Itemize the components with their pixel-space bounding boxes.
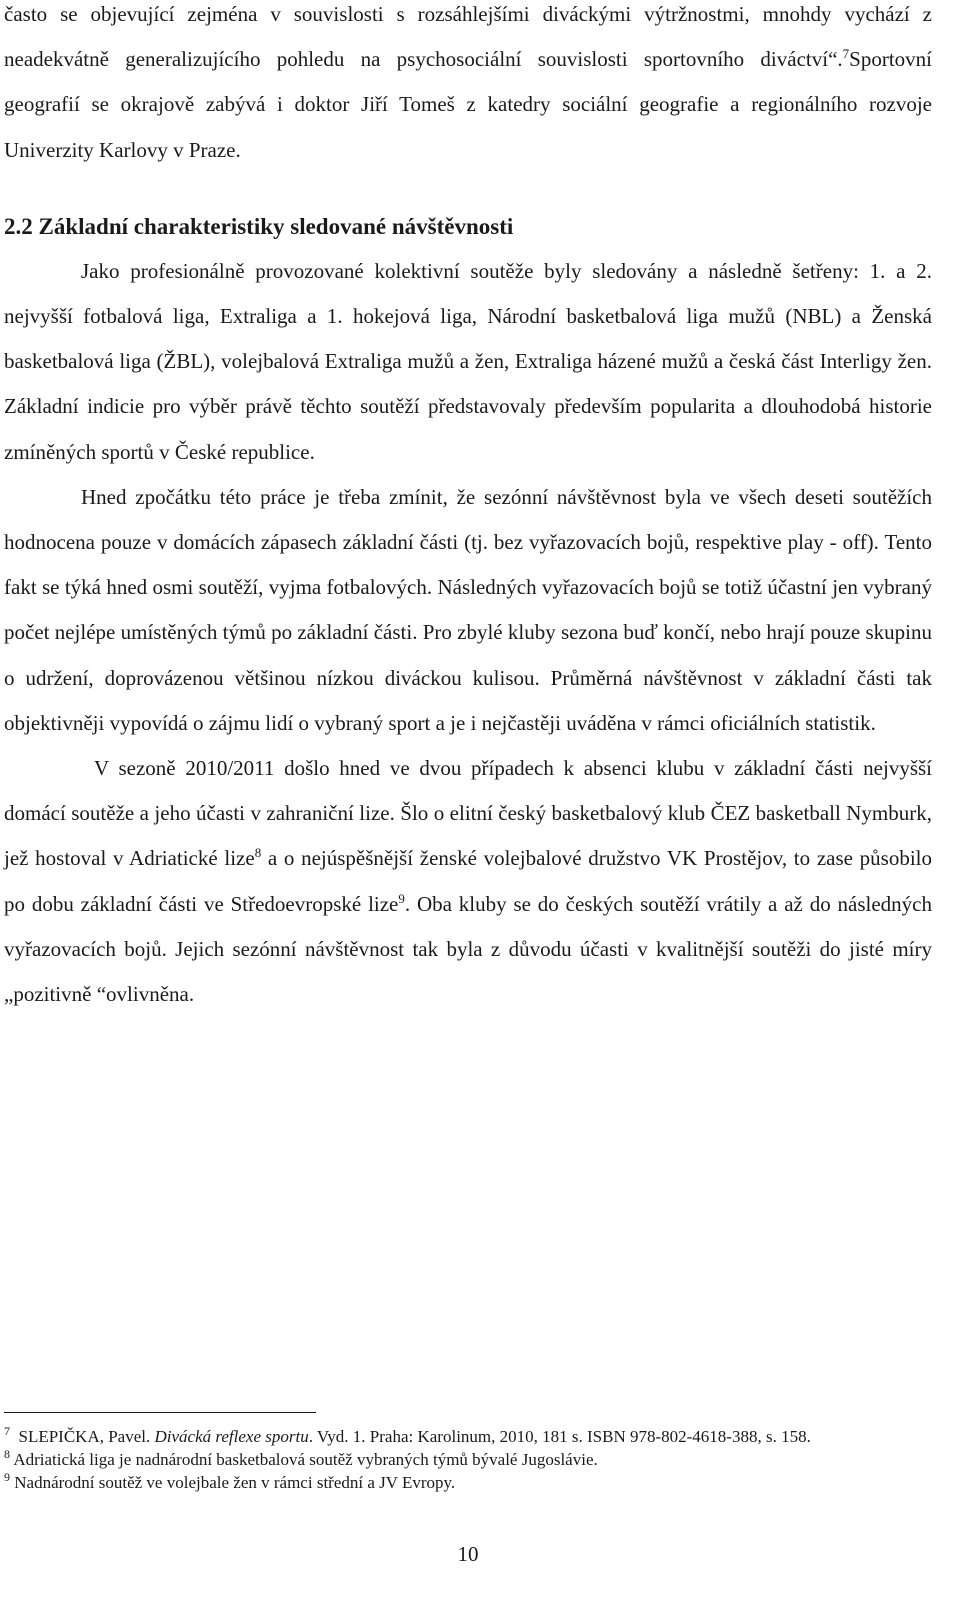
- section-heading: 2.2 Základní charakteristiky sledované návštěvnosti: [4, 213, 514, 239]
- footnote-7: [4, 1425, 932, 1448]
- footnotes: [4, 1412, 932, 1494]
- paragraph-1-text-a: často se objevující zejména v souvislosti s rozsáhlejšími diváckými výtržnostmi, mnohdy vychází z neadekvátně generalizujícího pohledu na psychosociální souvislosti sportovního diváctví“.: [4, 2, 932, 72]
- footnote-separator: [4, 1412, 316, 1413]
- footnote-9-text: Nadnárodní soutěž ve volejbale žen v rámci střední a JV Evropy.: [14, 1473, 456, 1492]
- footnote-9-number: 9: [4, 1470, 10, 1484]
- page-body: [4, 0, 932, 1017]
- paragraph-4-text-b: a o nejúspěšnější ženské volejbalové družstvo VK Prostějov, to zase působilo po dobu základní části ve Středoevropské lize: [4, 846, 932, 916]
- paragraph-4-text-c: . Oba kluby se do českých soutěží vrátily a až do následných vyřazovacích bojů. Jejich sezónní návštěvnost tak byla z důvodu účasti v kvalitnější soutěži do jisté míry „pozitivně “ovlivněna.: [4, 891, 932, 1007]
- footnote-8: [4, 1448, 932, 1471]
- paragraph-4: [4, 746, 932, 1017]
- paragraph-2: Jako profesionálně provozované kolektivní soutěže byly sledovány a následně šetřeny: 1. a 2. nejvyšší fotbalová liga, Extraliga a 1. hokejová liga, Národní basketbalová liga mužů (NBL) a Ženská basketbalová liga (ŽBL), volejbalová Extraliga mužů a žen, Extraliga házené mužů a česká část Interligy žen. Základní indicie pro výběr právě těchto soutěží představovaly především popularita a dlouhodobá historie zmíněných sportů v České republice.: [4, 258, 932, 464]
- footnote-ref-8[interactable]: 8: [254, 845, 262, 861]
- footnote-7-rest: . Vyd. 1. Praha: Karolinum, 2010, 181 s. ISBN 978-802-4618-388, s. 158.: [308, 1427, 811, 1446]
- footnote-8-number: 8: [4, 1447, 10, 1461]
- footnote-7-title: Divácká reflexe sportu: [154, 1427, 309, 1446]
- footnote-ref-7[interactable]: 7: [842, 46, 850, 62]
- footnote-7-number: 7: [4, 1424, 10, 1438]
- paragraph-3: Hned zpočátku této práce je třeba zmínit, že sezónní návštěvnost byla ve všech deseti soutěžích hodnocena pouze v domácích zápasech základní části (tj. bez vyřazovacích bojů, respektive play - off). Tento fakt se týká hned osmi soutěží, vyjma fotbalových. Následných vyřazovacích bojů se totiž účastní jen vybraný počet nejlépe umístěných týmů po základní části. Pro zbylé kluby sezona buď končí, nebo hrají pouze skupinu o udržení, doprovázenou většinou nízkou diváckou kulisou. Průměrná návštěvnost v základní části tak objektivněji vypovídá o zájmu lidí o vybraný sport a je i nejčastěji uváděna v rámci oficiálních statistik.: [4, 484, 933, 735]
- footnote-ref-9[interactable]: 9: [398, 890, 405, 906]
- page-number: 10: [457, 1542, 479, 1566]
- footnote-9: [4, 1471, 932, 1494]
- paragraph-4-text-a: V sezoně 2010/2011 došlo hned ve dvou případech k absenci klubu v základní části nejvyšší domácí soutěže a jeho účasti v zahraniční lize. Šlo o elitní český basketbalový klub ČEZ basketball Nymburk, jež hostoval v Adriatické lize: [4, 756, 932, 871]
- footnote-7-author: SLEPIČKA, Pavel.: [18, 1427, 155, 1446]
- footnote-8-text: Adriatická liga je nadnárodní basketbalová soutěž vybraných týmů bývalé Jugoslávie.: [13, 1450, 598, 1469]
- paragraph-1-text-b: Sportovní geografií se okrajově zabývá i doktor Jiří Tomeš z katedry sociální geografie a regionálního rozvoje Univerzity Karlovy v Praze.: [4, 47, 932, 162]
- paragraph-1: [4, 0, 932, 173]
